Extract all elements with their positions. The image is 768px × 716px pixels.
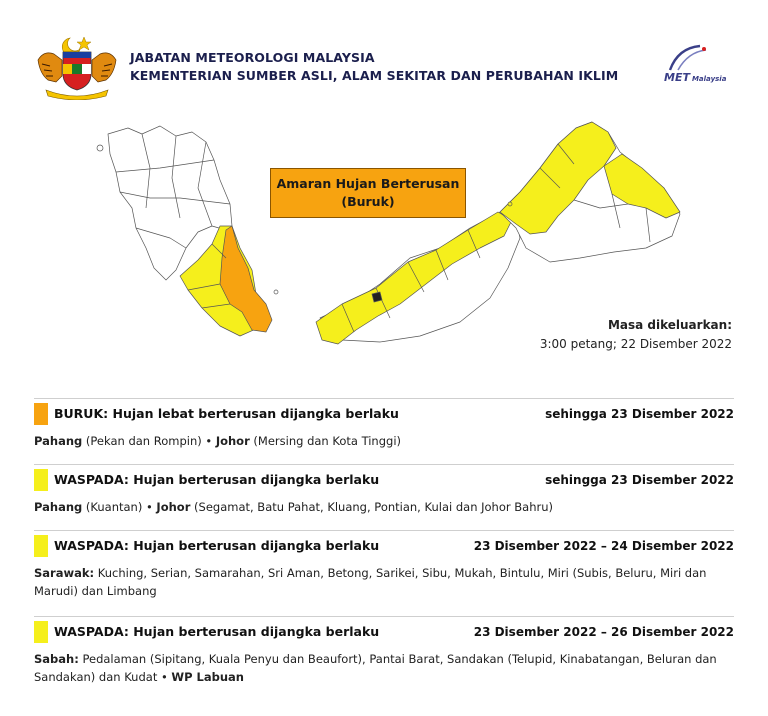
warning-section-1 xyxy=(34,398,734,450)
area-state: Johor xyxy=(156,500,191,514)
tioman-island xyxy=(274,290,278,294)
warning-level-color-bar xyxy=(34,535,48,557)
met-malaysia-logo-icon xyxy=(648,44,734,74)
warning-header xyxy=(34,398,734,423)
warning-areas xyxy=(34,498,734,516)
area-state: Pahang xyxy=(34,500,83,514)
warning-level: BURUK: Hujan lebat berterusan dijangka berlaku xyxy=(54,406,399,421)
warning-level: WASPADA: Hujan berterusan dijangka berlaku xyxy=(54,624,380,639)
area-state: Johor xyxy=(215,434,250,448)
area-detail: Kuching, Serian, Samarahan, Sri Aman, Betong, Sarikei, Sibu, Mukah, Bintulu, Miri (Subis, Beluru, Miri dan Marudi) dan Limbang xyxy=(34,566,707,598)
area-detail: Pedalaman (Sipitang, Kuala Penyu dan Beaufort), Pantai Barat, Sandakan (Telupid, Kinabatangan, Beluran dan Sandakan) dan Kudat • xyxy=(34,652,717,684)
warning-level: WASPADA: Hujan berterusan dijangka berlaku xyxy=(54,538,380,553)
warning-date: 23 Disember 2022 – 26 Disember 2022 xyxy=(473,625,734,639)
warning-date: sehingga 23 Disember 2022 xyxy=(545,473,734,487)
area-detail: (Pekan dan Rompin) • xyxy=(82,434,216,448)
warning-header xyxy=(34,616,734,641)
warning-level: WASPADA: Hujan berterusan dijangka berlaku xyxy=(54,472,380,487)
met-malaysia-logo xyxy=(648,44,734,84)
area-detail: (Mersing dan Kota Tinggi) xyxy=(249,434,402,448)
org-line-2: KEMENTERIAN SUMBER ASLI, ALAM SEKITAR DAN PERUBAHAN IKLIM xyxy=(130,68,619,83)
warning-section-2 xyxy=(34,464,734,516)
area-state: Sarawak: xyxy=(34,566,95,580)
langkawi-island xyxy=(97,145,103,151)
map-warning-title: Amaran Hujan Berterusan (Buruk) xyxy=(276,176,460,209)
header xyxy=(0,0,768,110)
area-state: Sabah: xyxy=(34,652,79,666)
warning-header xyxy=(34,530,734,555)
org-line-1: JABATAN METEOROLOGI MALAYSIA xyxy=(130,50,375,65)
issued-info xyxy=(540,318,732,351)
warning-date: sehingga 23 Disember 2022 xyxy=(545,407,734,421)
issued-label: Masa dikeluarkan: xyxy=(607,318,732,332)
warning-areas xyxy=(34,650,734,686)
met-word: MET xyxy=(664,71,690,84)
malaysia-coat-of-arms-icon xyxy=(34,34,120,100)
warning-level-color-bar xyxy=(34,403,48,425)
warning-header xyxy=(34,464,734,489)
issued-time: 3:00 petang; 22 Disember 2022 xyxy=(539,337,732,351)
labuan-island xyxy=(508,202,512,206)
area-state: WP Labuan xyxy=(171,670,244,684)
kuching-inlet xyxy=(372,292,382,302)
warning-date: 23 Disember 2022 – 24 Disember 2022 xyxy=(473,539,734,553)
warning-areas xyxy=(34,564,734,600)
area-detail: (Kuantan) • xyxy=(82,500,157,514)
map-warning-title-box xyxy=(270,168,466,218)
area-detail: (Segamat, Batu Pahat, Kluang, Pontian, Kulai dan Johor Bahru) xyxy=(190,500,553,514)
warning-section-3 xyxy=(34,530,734,600)
warning-section-4 xyxy=(34,616,734,686)
warning-areas xyxy=(34,432,734,450)
area-state: Pahang xyxy=(34,434,83,448)
warning-level-color-bar xyxy=(34,469,48,491)
met-suffix: Malaysia xyxy=(691,75,727,83)
warning-level-color-bar xyxy=(34,621,48,643)
organization-name xyxy=(130,50,618,83)
